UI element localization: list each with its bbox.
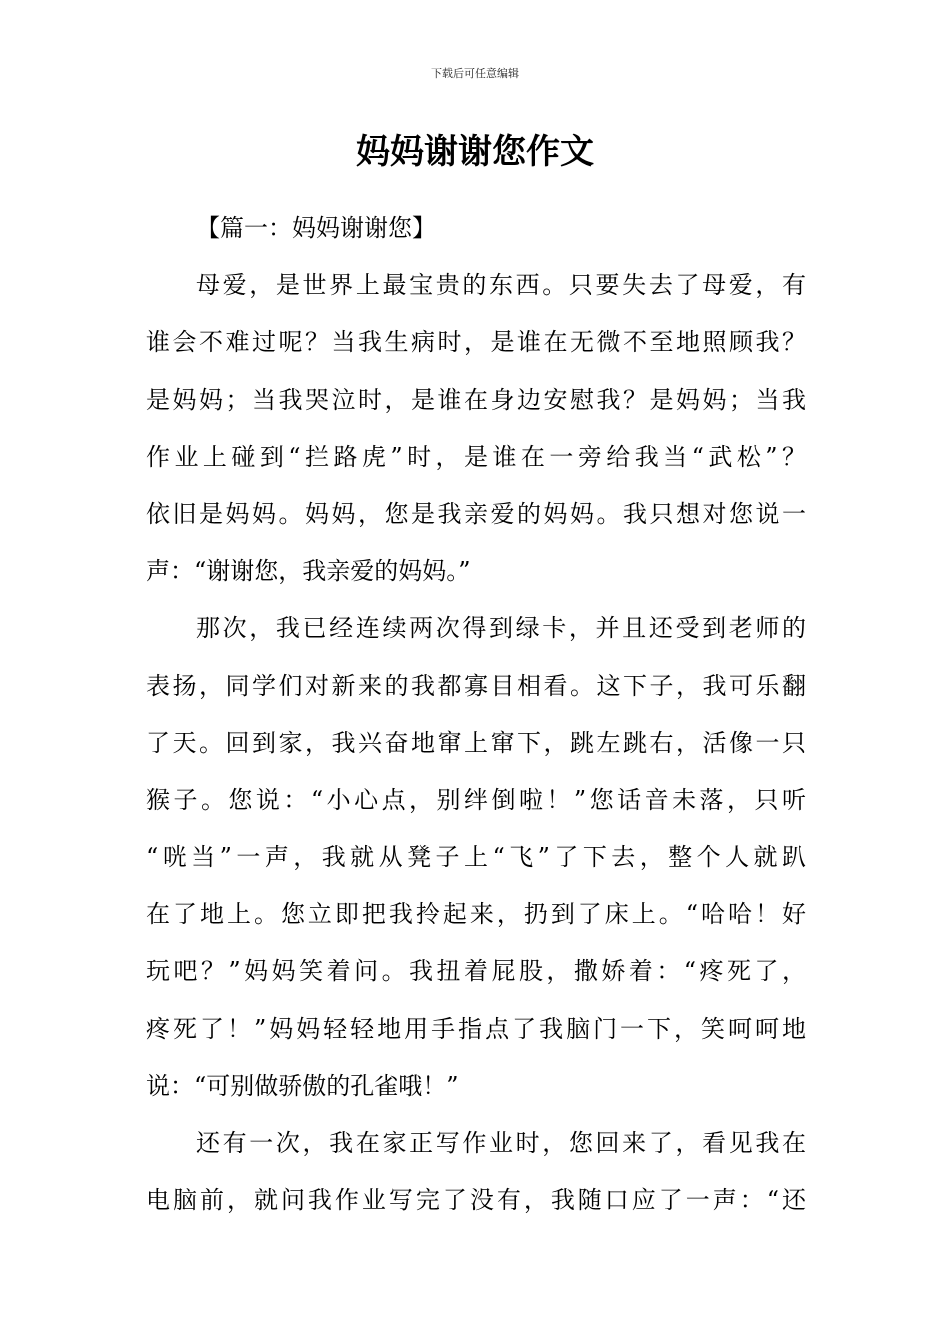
text-line: 母爱，是世界上最宝贵的东西。只要失去了母爱，有 [196,271,806,300]
header-note: 下载后可任意编辑 [431,67,519,80]
text-line: “咣当”一声，我就从凳子上“飞”了下去，整个人就趴 [146,843,806,872]
text-line: 【篇一：妈妈谢谢您】 [196,214,436,242]
text-line: 表扬，同学们对新来的我都寡目相看。这下子，我可乐翻 [146,671,806,700]
text-line: 声：“谢谢您，我亲爱的妈妈。” [146,557,471,586]
text-line: 疼死了！”妈妈轻轻地用手指点了我脑门一下，笑呵呵地 [146,1014,806,1043]
text-line: 在了地上。您立即把我拎起来，扔到了床上。“哈哈！好 [146,900,806,929]
text-line: 还有一次，我在家正写作业时，您回来了，看见我在 [196,1129,806,1157]
document-body [146,200,806,1229]
text-line: 电脑前，就问我作业写完了没有，我随口应了一声：“还 [146,1186,806,1215]
text-line: 那次，我已经连续两次得到绿卡，并且还受到老师的 [196,614,806,643]
text-line: 是妈妈；当我哭泣时，是谁在身边安慰我？是妈妈；当我 [146,385,806,414]
text-line: 玩吧？”妈妈笑着问。我扭着屁股，撒娇着：“疼死了， [146,957,806,986]
text-line: 了天。回到家，我兴奋地窜上窜下，跳左跳右，活像一只 [146,728,806,757]
document-title: 妈妈谢谢您作文 [356,132,594,172]
text-line: 猴子。您说：“小心点，别绊倒啦！”您话音未落，只听 [146,785,806,814]
text-line: 作业上碰到“拦路虎”时，是谁在一旁给我当“武松”？ [146,442,806,471]
text-line: 谁会不难过呢？当我生病时，是谁在无微不至地照顾我？ [146,328,806,357]
text-line: 依旧是妈妈。妈妈，您是我亲爱的妈妈。我只想对您说一 [146,499,806,528]
text-line: 说：“可别做骄傲的孔雀哦！” [146,1071,459,1100]
